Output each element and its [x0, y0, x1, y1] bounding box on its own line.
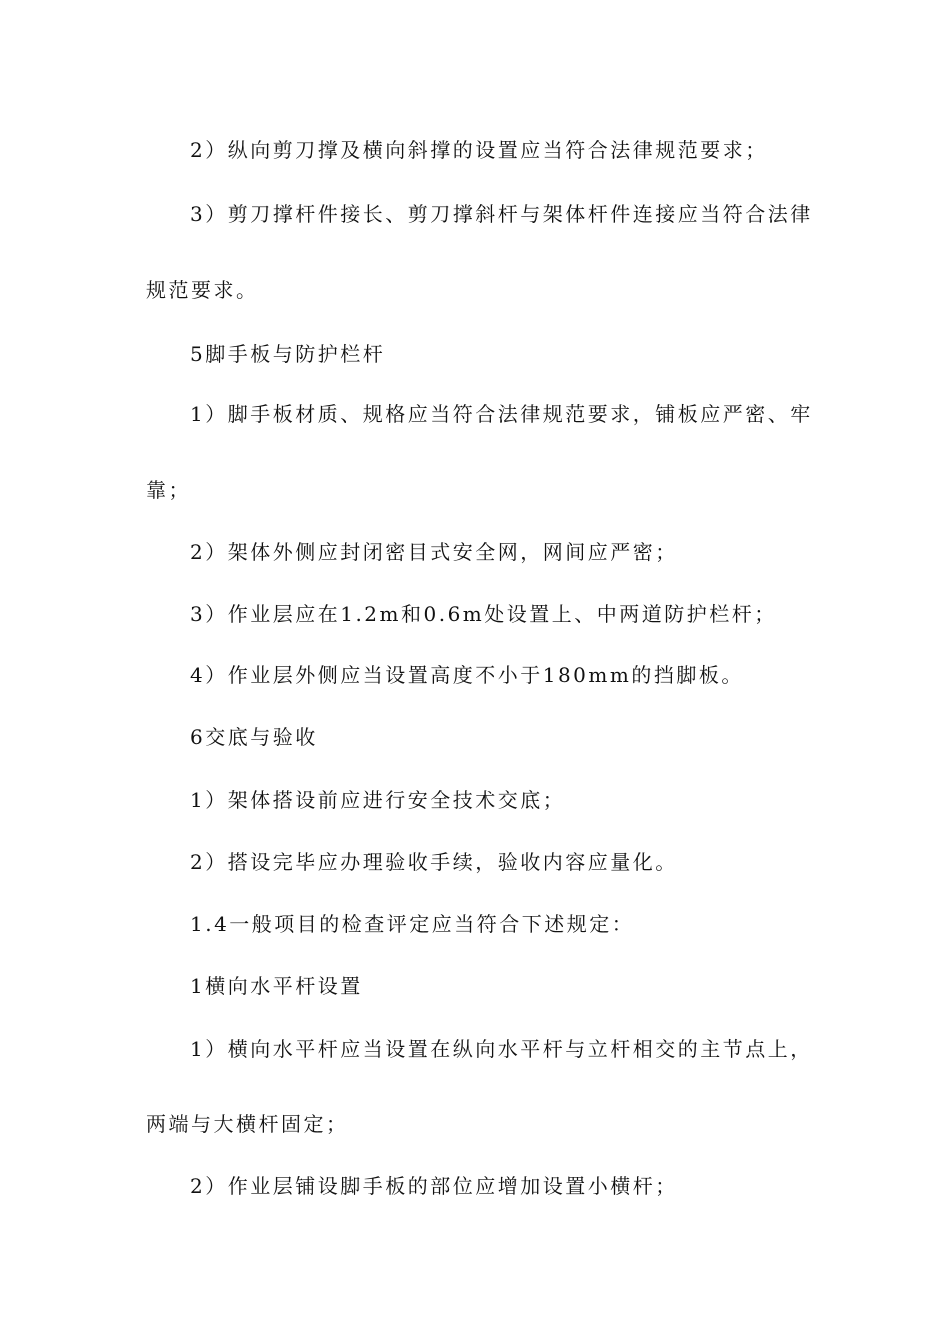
paragraph-line: 靠； [146, 478, 191, 502]
section-heading: 5脚手板与防护栏杆 [190, 342, 386, 366]
section-heading: 1横向水平杆设置 [190, 974, 363, 998]
paragraph-line: 3）剪刀撑杆件接长、剪刀撑斜杆与架体杆件连接应当符合法律 [190, 202, 813, 226]
section-heading: 6交底与验收 [190, 725, 318, 749]
paragraph-line: 1）横向水平杆应当设置在纵向水平杆与立杆相交的主节点上， [190, 1037, 813, 1061]
paragraph-line: 3）作业层应在1.2m和0.6m处设置上、中两道防护栏杆； [190, 602, 777, 626]
paragraph-line: 2）搭设完毕应办理验收手续，验收内容应量化。 [190, 850, 678, 874]
paragraph-line: 规范要求。 [146, 278, 259, 302]
paragraph-line: 2）作业层铺设脚手板的部位应增加设置小横杆； [190, 1174, 678, 1198]
paragraph-line: 1）架体搭设前应进行安全技术交底； [190, 788, 566, 812]
paragraph-line: 4）作业层外侧应当设置高度不小于180mm的挡脚板。 [190, 663, 744, 687]
section-heading: 1.4一般项目的检查评定应当符合下述规定： [190, 912, 635, 936]
paragraph-line: 2）纵向剪刀撑及横向斜撑的设置应当符合法律规范要求； [190, 138, 768, 162]
paragraph-line: 两端与大横杆固定； [146, 1112, 349, 1136]
paragraph-line: 1）脚手板材质、规格应当符合法律规范要求，铺板应严密、牢 [190, 402, 813, 426]
paragraph-line: 2）架体外侧应封闭密目式安全网，网间应严密； [190, 540, 678, 564]
